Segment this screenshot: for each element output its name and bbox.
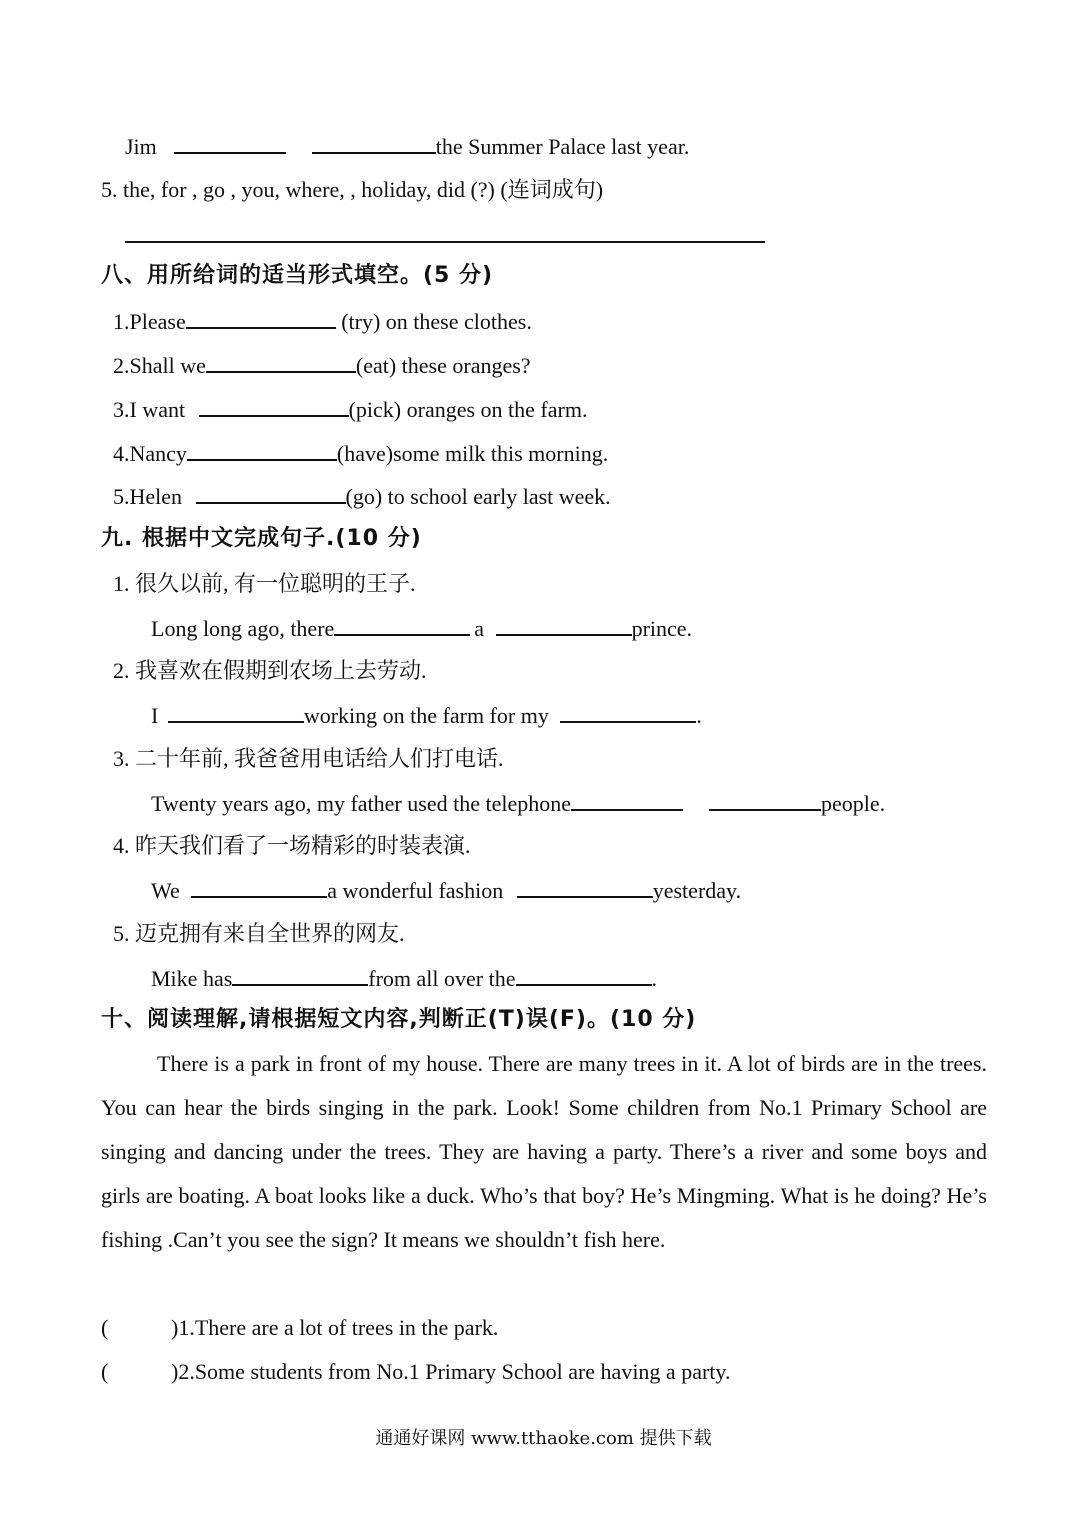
- sentence-part: yesterday.: [652, 878, 742, 903]
- sec8-item: [113, 482, 611, 511]
- question-text: )1.There are a lot of trees in the park.: [171, 1315, 499, 1340]
- q4-answer-line: [125, 132, 689, 161]
- reading-passage: [101, 1042, 987, 1262]
- sentence-part: .: [696, 703, 702, 728]
- answer-blank[interactable]: [186, 307, 336, 329]
- item-prefix: 5.Helen: [113, 484, 188, 509]
- sec8-item: [113, 307, 532, 336]
- sentence-part: .: [651, 966, 657, 991]
- sec9-english: [151, 789, 885, 818]
- q4-ending: the Summer Palace last year.: [435, 134, 690, 159]
- sec9-chinese: 4. 昨天我们看了一场精彩的时装表演.: [113, 833, 471, 858]
- answer-blank[interactable]: [168, 701, 304, 723]
- tf-question: [101, 1314, 498, 1342]
- section-8-title: 八、用所给词的适当形式填空。(5 分): [101, 263, 494, 288]
- item-suffix: (try) on these clothes.: [335, 309, 532, 334]
- question-text: )2.Some students from No.1 Primary School are having a party.: [171, 1359, 731, 1384]
- tf-question: [101, 1358, 730, 1386]
- answer-blank[interactable]: [196, 482, 346, 504]
- answer-bracket[interactable]: (: [101, 1359, 109, 1384]
- item-suffix: (have)some milk this morning.: [336, 441, 609, 466]
- sec8-item: [113, 439, 608, 468]
- sentence-part: working on the farm for my: [303, 703, 555, 728]
- sentence-part: people.: [820, 791, 886, 816]
- section-10-title: 十、阅读理解,请根据短文内容,判断正(T)误(F)。(10 分): [101, 1007, 697, 1032]
- sentence-part: a: [474, 616, 490, 641]
- sentence-part: We: [151, 878, 186, 903]
- sec9-chinese: 3. 二十年前, 我爸爸用电话给人们打电话.: [113, 746, 504, 771]
- section-9-title: 九. 根据中文完成句子.(10 分): [101, 526, 422, 551]
- sec9-chinese: 5. 迈克拥有来自全世界的网友.: [113, 921, 405, 946]
- answer-blank[interactable]: [571, 789, 683, 811]
- answer-blank[interactable]: [312, 132, 436, 154]
- sec9-chinese: 1. 很久以前, 有一位聪明的王子.: [113, 571, 416, 596]
- answer-blank[interactable]: [517, 876, 653, 898]
- sec9-english: [151, 876, 741, 905]
- answer-blank[interactable]: [191, 876, 327, 898]
- item-prefix: 3.I want: [113, 397, 191, 422]
- answer-blank[interactable]: [496, 614, 632, 636]
- sec8-item: [113, 351, 531, 380]
- sentence-part: prince.: [631, 616, 693, 641]
- answer-bracket[interactable]: (: [101, 1315, 109, 1340]
- item-suffix: (go) to school early last week.: [345, 484, 611, 509]
- sec9-english: [151, 701, 702, 730]
- q5-prompt: 5. the, for , go , you, where, , holiday, did (?) (连词成句): [101, 177, 604, 202]
- item-prefix: 2.Shall we: [113, 353, 206, 378]
- page-footer: 通通好课网 www.tthaoke.com 提供下载: [375, 1428, 712, 1449]
- sentence-part: from all over the: [368, 966, 516, 991]
- answer-blank[interactable]: [206, 351, 356, 373]
- q5-answer-blank[interactable]: [125, 241, 765, 243]
- item-suffix: (eat) these oranges?: [355, 353, 531, 378]
- q4-subject: Jim: [125, 134, 157, 159]
- sentence-part: a wonderful fashion: [327, 878, 509, 903]
- sentence-part: I: [151, 703, 164, 728]
- sentence-part: Long long ago, there: [151, 616, 335, 641]
- sec9-english: [151, 964, 657, 993]
- sec9-english: [151, 614, 692, 643]
- answer-blank[interactable]: [516, 964, 652, 986]
- sentence-part: Twenty years ago, my father used the telephone: [151, 791, 571, 816]
- answer-blank[interactable]: [174, 132, 286, 154]
- answer-blank[interactable]: [709, 789, 821, 811]
- answer-blank[interactable]: [232, 964, 368, 986]
- answer-blank[interactable]: [334, 614, 470, 636]
- sec9-chinese: 2. 我喜欢在假期到农场上去劳动.: [113, 658, 427, 683]
- item-prefix: 1.Please: [113, 309, 186, 334]
- answer-blank[interactable]: [560, 701, 696, 723]
- sentence-part: Mike has: [151, 966, 233, 991]
- sec8-item: [113, 395, 587, 424]
- item-suffix: (pick) oranges on the farm.: [348, 397, 588, 422]
- item-prefix: 4.Nancy: [113, 441, 187, 466]
- answer-blank[interactable]: [187, 439, 337, 461]
- answer-blank[interactable]: [199, 395, 349, 417]
- passage-text: There is a park in front of my house. There are many trees in it. A lot of birds are in the trees. You can hear the birds singing in the park. Look! Some children from No.1 Primary School are singing and dancing under the trees. They are having a party. There’s a river and some boys and girls are boating. A boat looks like a duck. Who’s that boy? He’s Mingming. What is he doing? He’s fishing .Can’t you see the sign? It means we shouldn’t fish here.: [101, 1051, 987, 1252]
